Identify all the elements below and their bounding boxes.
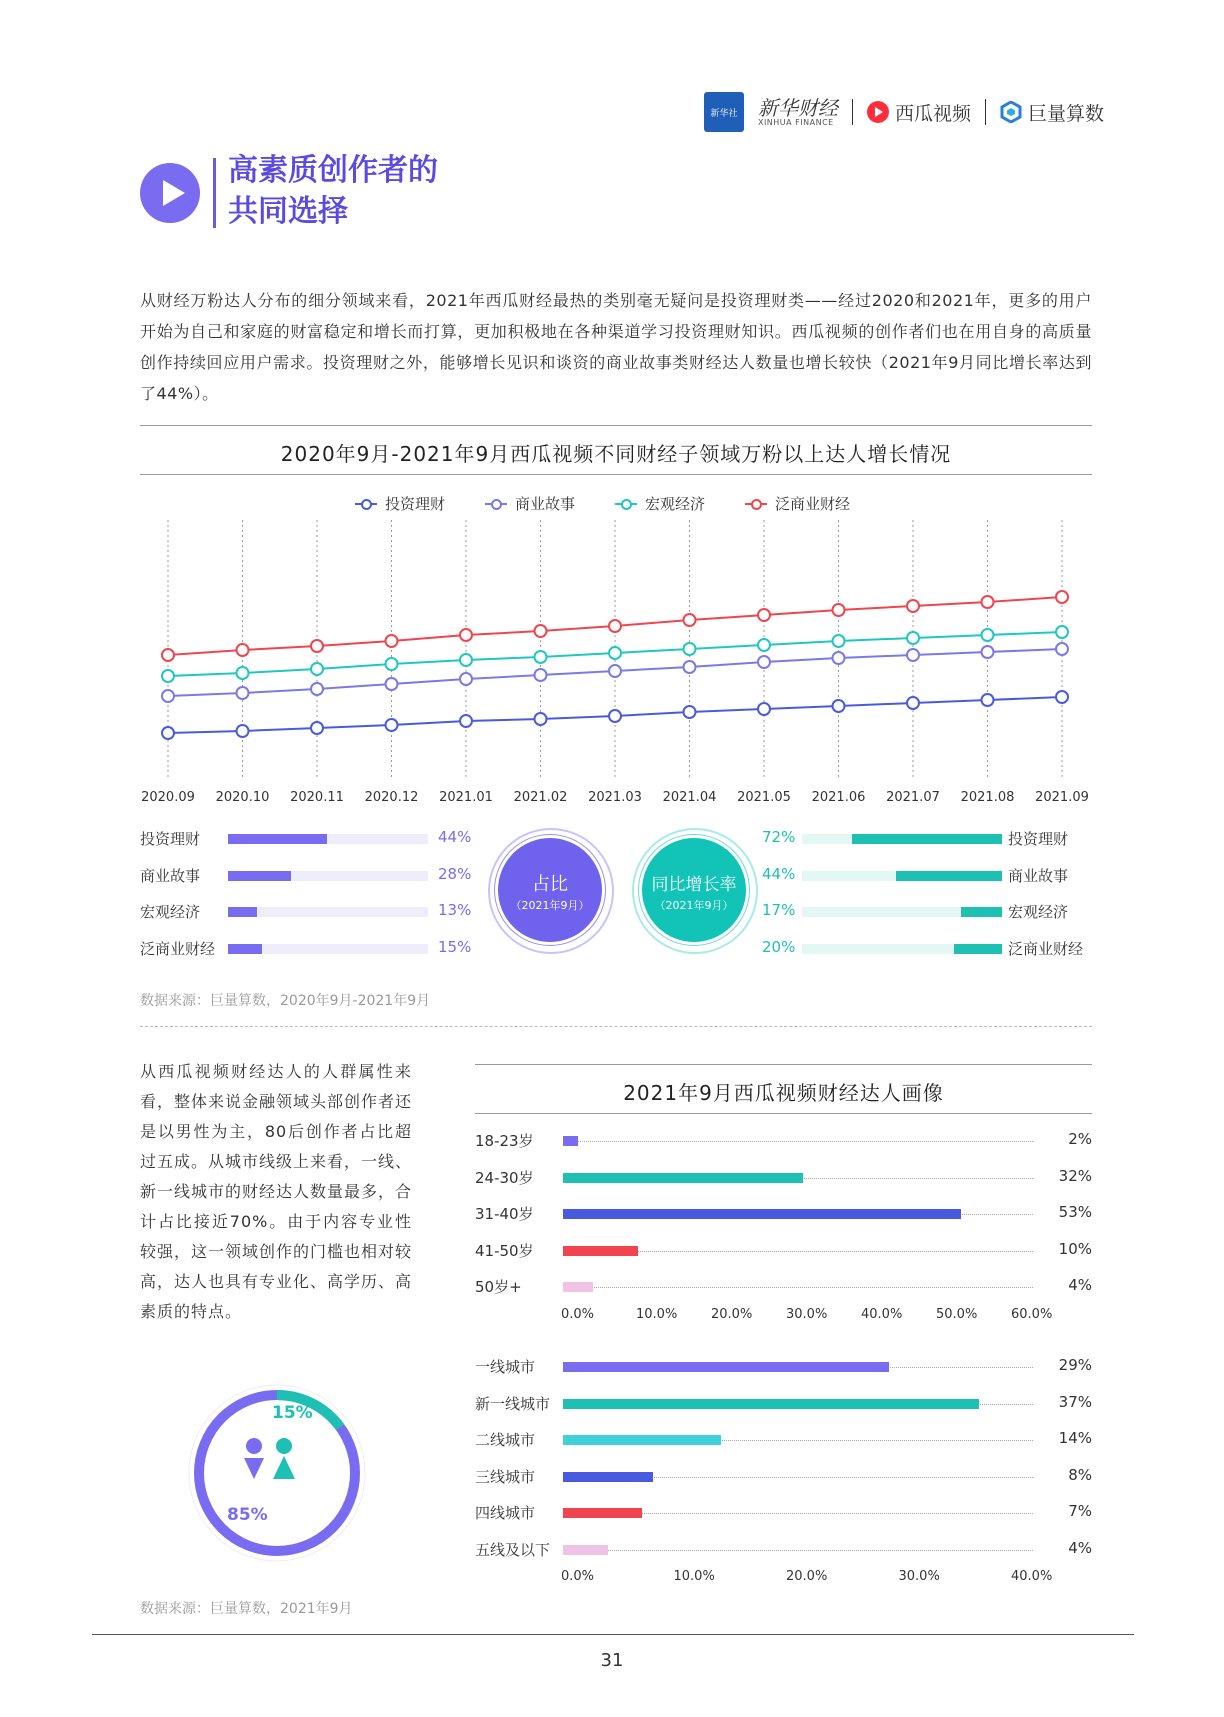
data-point — [162, 670, 174, 682]
hbar-category-label: 18-23岁 — [475, 1132, 534, 1150]
title-divider — [213, 158, 216, 228]
hbar-category-label: 31-40岁 — [475, 1205, 534, 1223]
header-logos — [704, 92, 1104, 132]
bar-track — [228, 907, 428, 917]
bar-value-label: 17% — [762, 901, 796, 919]
section-title-line-1: 高素质创作者的 — [228, 153, 438, 188]
legend-item-hongguan — [615, 493, 705, 514]
data-point — [684, 643, 696, 655]
demographics-paragraph: 从西瓜视频财经达人的人群属性来看，整体来说金融领域头部创作者还是以男性为主，80后创作者占比超过五成。从城市线级上来看，一线、新一线城市的财经达人数量最多，合计占比接近70%。由于内容专业性较强，这一领域创作的门槛也相对较高，达人也具有专业化、高学历、高素质的特点。 — [140, 1062, 413, 1321]
data-point — [1056, 591, 1068, 603]
x-tick-label: 40.0% — [861, 1306, 903, 1322]
data-point — [907, 649, 919, 661]
data-point — [982, 646, 994, 658]
data-source-2: 数据来源：巨量算数，2021年9月 — [140, 1601, 353, 1617]
x-tick-label: 2021.02 — [513, 790, 568, 805]
hbar-value-label: 10% — [1058, 1239, 1092, 1258]
data-point — [833, 604, 845, 616]
logo-separator — [985, 99, 986, 125]
x-tick-label: 2021.04 — [662, 790, 717, 805]
data-point — [311, 640, 323, 652]
data-point — [833, 700, 845, 712]
x-tick-label: 2020.09 — [141, 790, 195, 805]
x-tick-label: 40.0% — [1011, 1569, 1053, 1584]
hbar-fill — [563, 1136, 578, 1146]
logo-separator — [852, 99, 853, 125]
xigua-play-icon — [867, 101, 889, 123]
bar-category-label: 宏观经济 — [140, 903, 201, 921]
data-point — [982, 629, 994, 641]
bar-category-label: 商业故事 — [140, 866, 201, 885]
x-tick-label: 50.0% — [936, 1306, 978, 1322]
share-circle-subtitle: （2021年9月） — [510, 899, 590, 912]
data-point — [162, 690, 174, 702]
profile-chart-title: 2021年9月西瓜视频财经达人画像 — [623, 1081, 944, 1105]
data-point — [460, 654, 472, 666]
xigua-logo — [867, 99, 971, 126]
bar-value-label: 72% — [762, 828, 796, 846]
x-tick-label: 30.0% — [898, 1569, 940, 1584]
chart-top-rule — [140, 425, 1092, 426]
xinhua-logo-badge: 新华社 — [704, 92, 744, 132]
profile-title-rule — [475, 1113, 1092, 1114]
growth-circle-subtitle: （2021年9月） — [654, 899, 734, 912]
x-tick-label: 2021.08 — [960, 790, 1015, 805]
data-source-1: 数据来源：巨量算数，2020年9月-2021年9月 — [140, 993, 431, 1009]
data-point — [1056, 691, 1068, 703]
footer-rule — [92, 1634, 1134, 1635]
hbar-category-label: 五线及以下 — [475, 1540, 551, 1559]
age-bar-chart — [475, 1130, 1092, 1330]
hbar-fill — [563, 1362, 889, 1372]
hbar-value-label: 32% — [1058, 1166, 1092, 1185]
x-tick-label: 2020.11 — [290, 790, 344, 805]
xinhua-finance-cn: 新华财经 — [757, 95, 838, 120]
bar-value-label: 13% — [438, 901, 472, 919]
data-point — [982, 694, 994, 706]
section-title-line-2: 共同选择 — [228, 194, 348, 229]
legend-item-shangye — [485, 493, 575, 514]
city-bar-chart — [475, 1356, 1092, 1586]
x-tick-label: 2020.12 — [364, 790, 419, 805]
xinhua-finance-logo — [758, 97, 838, 128]
data-point — [833, 635, 845, 647]
x-tick-label: 2021.07 — [886, 790, 940, 805]
data-point — [684, 661, 696, 673]
legend-marker-icon — [355, 499, 377, 509]
data-point — [907, 632, 919, 644]
hbar-category-label: 41-50岁 — [475, 1241, 534, 1260]
data-point — [758, 609, 770, 621]
x-tick-label: 2021.05 — [737, 790, 791, 805]
bar-fill — [961, 907, 1002, 917]
legend-marker-icon — [745, 499, 767, 509]
hbar-value-label: 4% — [1068, 1538, 1092, 1557]
data-point — [1056, 626, 1068, 638]
bar-fill — [228, 907, 257, 917]
data-point — [758, 639, 770, 651]
hbar-value-label: 8% — [1068, 1465, 1092, 1484]
hbar-dotted-guide — [563, 1141, 1033, 1142]
hbar-category-label: 一线城市 — [475, 1358, 536, 1376]
hbar-value-label: 53% — [1058, 1203, 1092, 1221]
hbar-category-label: 二线城市 — [475, 1431, 536, 1449]
hbar-fill — [563, 1508, 642, 1518]
xinhua-finance-en: XINHUA FINANCE — [757, 117, 834, 127]
growth-circle-title: 同比增长率 — [651, 875, 737, 895]
bar-category-label: 泛商业财经 — [140, 939, 216, 958]
growth-bar-chart — [762, 828, 1092, 968]
line-chart-legend — [355, 493, 850, 514]
data-point — [386, 635, 398, 647]
hbar-category-label: 四线城市 — [475, 1504, 536, 1522]
data-point — [758, 703, 770, 715]
bar-category-label: 泛商业财经 — [1008, 939, 1084, 958]
legend-item-touzi — [355, 493, 445, 514]
hbar-dotted-guide — [563, 1287, 1033, 1288]
donut-label-female: 15% — [272, 1403, 313, 1423]
bar-value-label: 20% — [762, 937, 796, 956]
data-point — [907, 600, 919, 612]
hbar-value-label: 2% — [1068, 1130, 1092, 1148]
data-point — [907, 697, 919, 709]
bar-category-label: 投资理财 — [1008, 830, 1069, 848]
data-point — [460, 715, 472, 727]
x-tick-label: 10.0% — [673, 1569, 715, 1584]
x-tick-label: 2020.10 — [215, 790, 270, 805]
data-point — [237, 725, 249, 737]
data-point — [758, 656, 770, 668]
x-tick-label: 30.0% — [786, 1306, 828, 1322]
bar-fill — [954, 944, 1002, 954]
hbar-category-label: 新一线城市 — [475, 1394, 551, 1413]
hbar-fill — [563, 1209, 961, 1219]
data-point — [535, 625, 547, 637]
play-circle-icon — [140, 163, 200, 223]
xigua-logo-text: 西瓜视频 — [894, 102, 971, 125]
hbar-value-label: 7% — [1068, 1502, 1092, 1520]
hbar-value-label: 14% — [1058, 1429, 1092, 1447]
gender-donut-chart — [182, 1378, 372, 1568]
bar-category-label: 商业故事 — [1008, 866, 1069, 885]
juliang-logo — [1000, 99, 1104, 126]
x-tick-label: 2021.06 — [811, 790, 866, 805]
section-title — [228, 150, 438, 232]
data-point — [311, 722, 323, 734]
data-point — [684, 614, 696, 626]
bar-fill — [896, 871, 1002, 881]
hbar-value-label: 29% — [1058, 1356, 1092, 1374]
donut-label-male: 85% — [227, 1505, 268, 1525]
page-number: 31 — [600, 1650, 624, 1671]
data-point — [386, 658, 398, 670]
data-point — [609, 647, 621, 659]
hbar-fill — [563, 1399, 979, 1409]
profile-top-rule — [475, 1064, 1092, 1065]
hbar-fill — [563, 1282, 593, 1292]
hbar-value-label: 4% — [1068, 1276, 1092, 1294]
data-point — [609, 620, 621, 632]
legend-item-fanshangye — [745, 493, 850, 514]
x-tick-label: 10.0% — [636, 1306, 678, 1322]
data-point — [684, 706, 696, 718]
data-point — [535, 669, 547, 681]
x-tick-label: 20.0% — [711, 1306, 753, 1322]
x-tick-label: 20.0% — [786, 1569, 828, 1584]
data-point — [460, 629, 472, 641]
bar-fill — [228, 944, 262, 954]
legend-marker-icon — [485, 499, 507, 509]
hbar-fill — [563, 1435, 721, 1445]
legend-marker-icon — [615, 499, 637, 509]
bar-fill — [228, 871, 291, 881]
intro-paragraph: 从财经万粉达人分布的细分领域来看，2021年西瓜财经最热的类别毫无疑问是投资理财类——经过2020和2021年，更多的用户开始为自己和家庭的财富稳定和增长而打算，更加积极地在各种渠道学习投资理财知识。西瓜视频的创作者们也在用自身的高质量创作持续回应用户需求。投资理财之外，能够增长见识和谈资的商业故事类财经达人数量也增长较快（2021年9月同比增长率达到了44%）。 — [140, 291, 1092, 403]
section-dashed-divider — [140, 1026, 1092, 1027]
line-chart — [140, 520, 1092, 810]
hbar-category-label: 三线城市 — [475, 1467, 536, 1486]
data-point — [311, 683, 323, 695]
hbar-fill — [563, 1246, 638, 1256]
data-point — [833, 652, 845, 664]
hbar-fill — [563, 1545, 608, 1555]
bar-value-label: 44% — [438, 828, 472, 846]
hbar-category-label: 24-30岁 — [475, 1168, 534, 1187]
x-tick-label: 0.0% — [561, 1306, 595, 1322]
x-tick-label: 2021.03 — [588, 790, 642, 805]
chart-title-rule — [140, 474, 1092, 475]
juliang-cube-icon — [1000, 101, 1022, 123]
x-tick-label: 2021.01 — [439, 790, 493, 805]
share-circle-title: 占比 — [532, 874, 568, 895]
data-point — [460, 673, 472, 685]
hbar-fill — [563, 1472, 653, 1482]
bar-value-label: 44% — [762, 864, 796, 883]
bar-category-label: 宏观经济 — [1008, 903, 1069, 921]
hbar-dotted-guide — [563, 1550, 1033, 1551]
line-chart-title: 2020年9月-2021年9月西瓜视频不同财经子领域万粉以上达人增长情况 — [280, 442, 952, 466]
data-point — [237, 644, 249, 656]
data-point — [982, 596, 994, 608]
hbar-fill — [563, 1173, 803, 1183]
data-point — [311, 663, 323, 675]
data-point — [1056, 643, 1068, 655]
data-point — [386, 719, 398, 731]
bar-value-label: 28% — [438, 864, 472, 883]
legend-label: 商业故事 — [515, 495, 576, 513]
x-tick-label: 60.0% — [1011, 1306, 1053, 1322]
data-point — [535, 713, 547, 725]
data-point — [535, 651, 547, 663]
x-tick-label: 0.0% — [561, 1569, 595, 1584]
data-point — [162, 727, 174, 739]
data-point — [162, 649, 174, 661]
bar-fill — [852, 834, 1002, 844]
bar-category-label: 投资理财 — [140, 830, 201, 848]
data-point — [609, 710, 621, 722]
legend-label: 宏观经济 — [645, 495, 706, 513]
x-tick-label: 2021.09 — [1035, 790, 1089, 805]
bar-value-label: 15% — [438, 937, 472, 956]
hbar-value-label: 37% — [1058, 1392, 1092, 1411]
data-point — [237, 667, 249, 679]
hbar-category-label: 50岁+ — [475, 1278, 522, 1296]
bar-fill — [228, 834, 327, 844]
legend-label: 泛商业财经 — [775, 495, 851, 513]
data-point — [386, 678, 398, 690]
data-point — [609, 665, 621, 677]
juliang-logo-text: 巨量算数 — [1027, 102, 1104, 125]
data-point — [237, 687, 249, 699]
share-bar-chart — [140, 828, 485, 968]
legend-label: 投资理财 — [385, 495, 446, 513]
